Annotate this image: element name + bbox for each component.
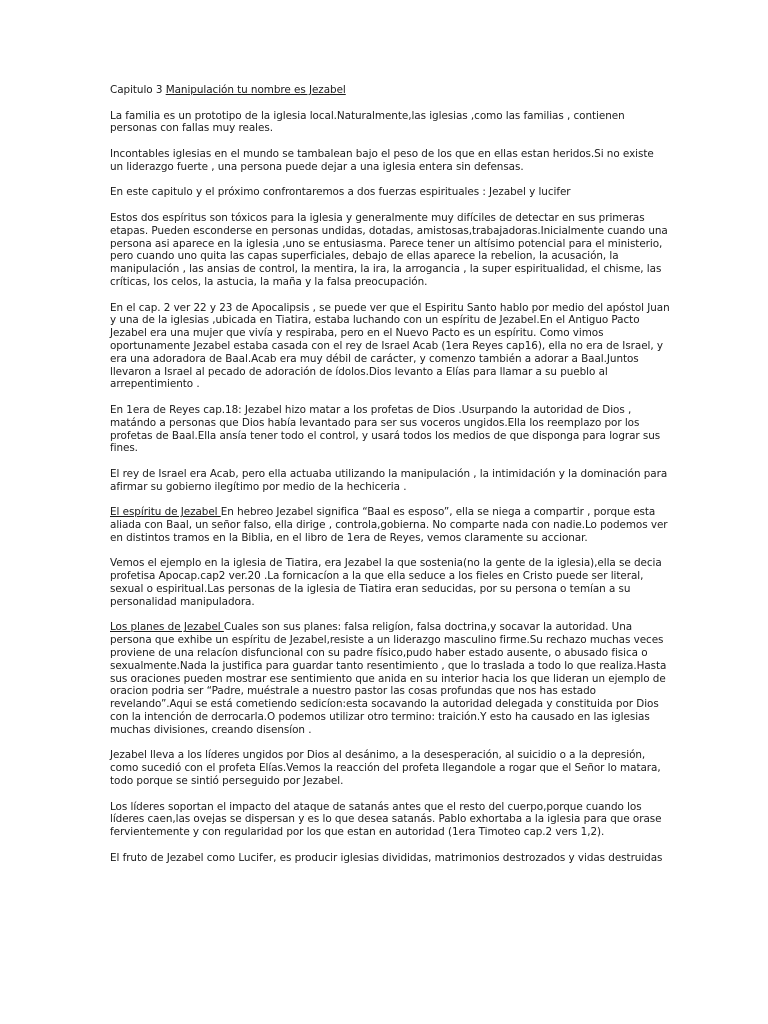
chapter-label: Capitulo 3 (110, 84, 166, 96)
section-heading: El espíritu de Jezabel (110, 506, 221, 519)
chapter-title: Manipulación tu nombre es Jezabel (165, 84, 346, 96)
paragraph: Incontables iglesias en el mundo se tambalean bajo el peso de los que en ellas estan heridos.Si no existe un liderazgo fuerte , una persona puede dejar a una iglesia entera sin defensas. (110, 147, 654, 173)
chapter-heading (110, 84, 670, 97)
paragraph: En el cap. 2 ver 22 y 23 de Apocalipsis , se puede ver que el Espiritu Santo hablo por medio del apóstol Juan y una de la iglesias ,ubicada en Tiatira, estaba luchando con un espíritu de Jezabel.En el Antiguo Pacto Jezabel era una mujer que vivía y respiraba, pero en el Nuevo Pacto es un espíritu. Como vimos oportunamente Jezabel estaba casada con el rey de Israel Acab (1era Reyes cap16), ella no era de Israel, y era una adoradora de Baal.Acab era muy débil de carácter, y comenzo también a adorar a Baal.Juntos llevaron a Israel al pecado de adoración de ídolos.Dios levanto a Elías para llamar a su pueblo al arrepentimiento . (110, 301, 670, 391)
paragraph: Vemos el ejemplo en la iglesia de Tiatira, era Jezabel la que sostenia(no la gente de la iglesia),ella se decia profetisa Apocap.cap2 ver.20 .La fornicacíon a la que ella seduce a los fieles en Cristo puede ser literal, sexual o espiritual.Las personas de la iglesia de Tiatira eran seducidas, por su persona o temían a su personalidad manipuladora. (110, 557, 662, 608)
paragraph: Jezabel lleva a los líderes ungidos por Dios al desánimo, a la desesperación, al suicidio o a la depresión, como sucedió con el profeta Elías.Vemos la reacción del profeta llegandole a rogar que el Señor lo matara, todo porque se sintió perseguido por Jezabel. (110, 749, 661, 788)
paragraph: El fruto de Jezabel como Lucifer, es producir iglesias divididas, matrimonios destrozados y vidas destruidas (110, 851, 663, 864)
paragraph: La familia es un prototipo de la iglesia local.Naturalmente,las iglesias ,como las familias , contienen personas con fallas muy reales. (110, 109, 625, 135)
paragraph: El rey de Israel era Acab, pero ella actuaba utilizando la manipulación , la intimidación y la dominación para afirmar su gobierno ilegítimo por medio de la hechiceria . (110, 467, 668, 493)
paragraph (110, 506, 670, 544)
document-body (110, 84, 670, 877)
paragraph-text: Cuales son sus planes: falsa religíon, falsa doctrina,y socavar la autoridad. Una persona que exhibe un espíritu de Jezabel,resiste a un liderazgo masculino firme.Su rechazo muchas veces proviene de una relacíon disfuncional con su padre físico,pudo haber estado ausente, o abusado fisica o sexualmente.Nada la justifica para guardar tanto resentimiento , que lo traslada a todo lo que realiza.Hasta sus oraciones pueden mostrar ese sentimiento que anida en su interior hacia los que lideran un ejemplo de oracion podria ser “Padre, muéstrale a nuestro pastor las cosas profundas que nos has estado revelando”.Aqui se está cometiendo sedicíon:esta socavando la autoridad delegada y constituida por Dios con la intención de derrocarla.O podemos utilizar otro termino: traición.Y esto ha causado en las iglesias muchas divisiones, creando disensíon . (110, 621, 667, 736)
paragraph: Estos dos espíritus son tóxicos para la iglesia y generalmente muy difíciles de detectar en sus primeras etapas. Pueden esconderse en personas undidas, dotadas, amistosas,trabajadoras.Inicialmente cuando una persona asi aparece en la iglesia ,uno se entusiasma. Parece tener un altísimo potencial para el ministerio, pero cuando uno quita las capas superficiales, debajo de ellas aparece la rebelion, la acusación, la manipulación , las ansias de control, la mentira, la ira, la arrogancia , la super espiritualidad, el chisme, las críticas, los celos, la astucia, la maña y la falsa preocupación. (110, 211, 668, 288)
paragraph (110, 621, 670, 736)
paragraph: Los líderes soportan el impacto del ataque de satanás antes que el resto del cuerpo,porque cuando los líderes caen,las ovejas se dispersan y es lo que desea satanás. Pablo exhortaba a la iglesia para que orase fervientemente y con regularidad por los que estan en autoridad (1era Timoteo cap.2 vers 1,2). (110, 800, 662, 839)
section-heading: Los planes de Jezabel (110, 621, 224, 634)
paragraph-text: En hebreo Jezabel significa “Baal es esposo”, ella se niega a compartir , porque esta aliada con Baal, un señor falso, ella dirige , controla,gobierna. No comparte nada con nadie.Lo podemos ver en distintos tramos en la Biblia, en el libro de 1era de Reyes, vemos claramente su accionar. (110, 506, 668, 544)
paragraph: En 1era de Reyes cap.18: Jezabel hizo matar a los profetas de Dios .Usurpando la autoridad de Dios , matándo a personas que Dios había levantado para ser sus voceros ungidos.Ella los reemplazo por los profetas de Baal.Ella ansía tener todo el control, y usará todos los medios de que disponga para lograr sus fines. (110, 403, 661, 455)
paragraph: En este capitulo y el próximo confrontaremos a dos fuerzas espirituales : Jezabel y lucifer (110, 186, 571, 199)
